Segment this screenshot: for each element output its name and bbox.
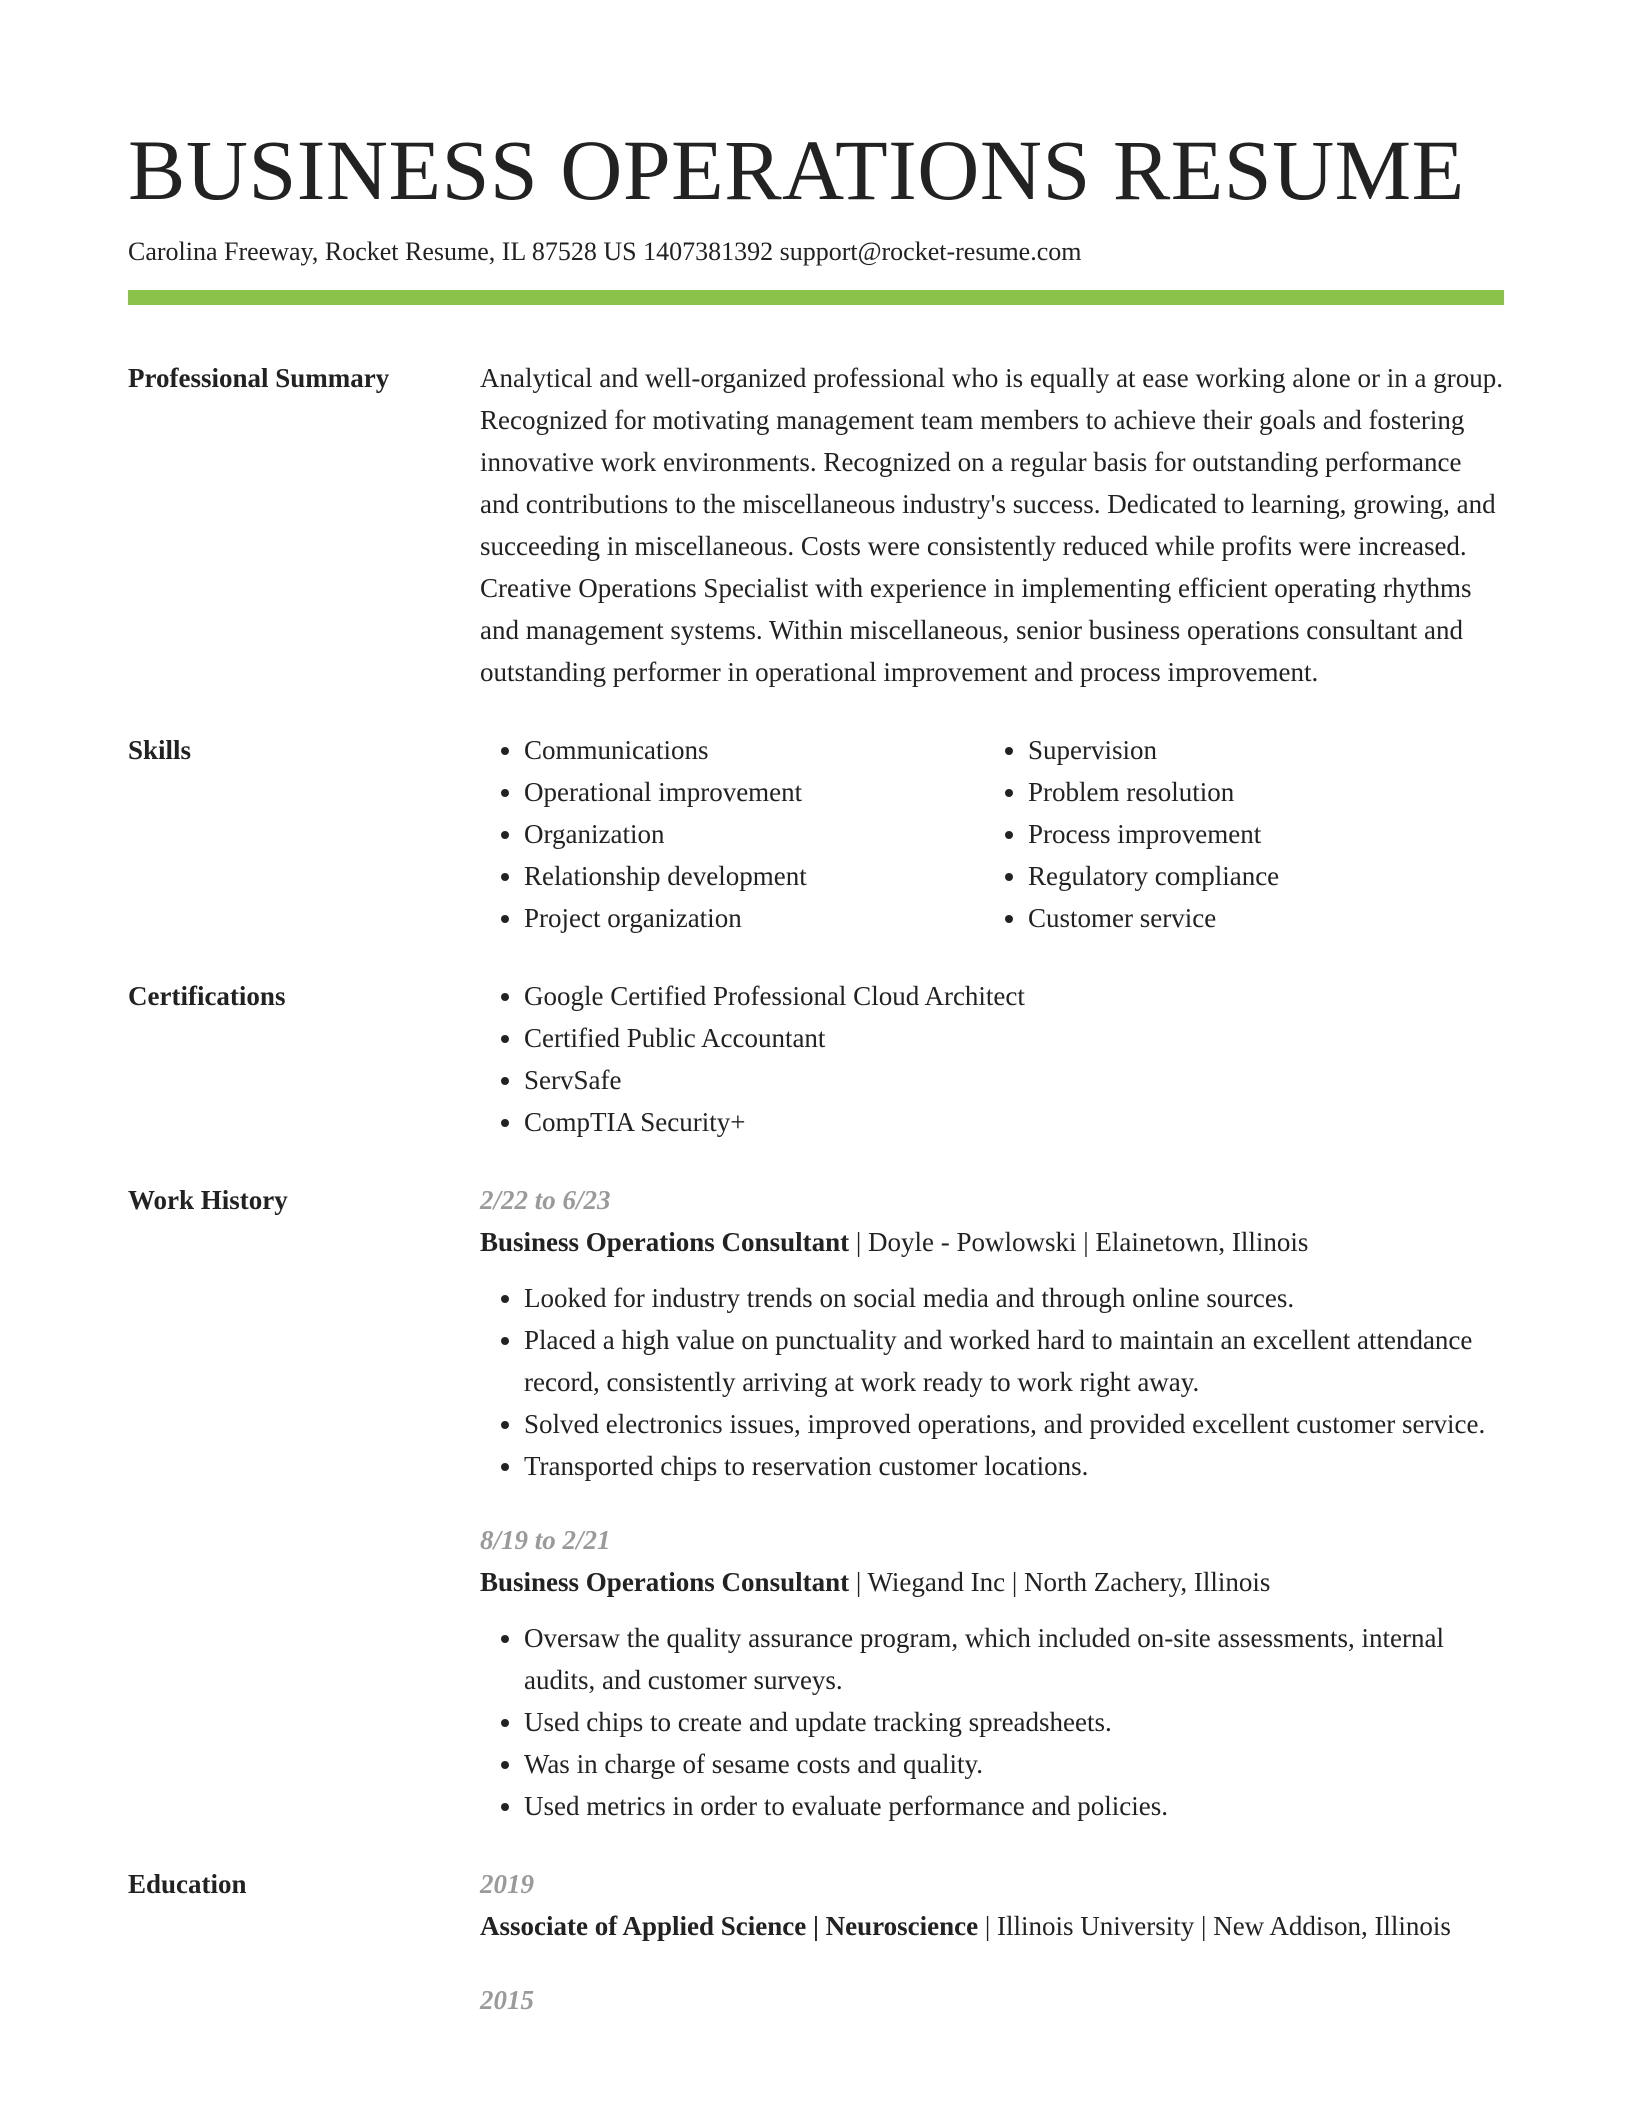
job-bullet: • Was in charge of sesame costs and quality.: [524, 1743, 1504, 1785]
work-history-section: [128, 1179, 1504, 1827]
skills-column-right: [984, 729, 1488, 939]
job-bullet: • Used chips to create and update tracking spreadsheets.: [524, 1701, 1504, 1743]
job-employer-location: | Doyle - Powlowski | Elainetown, Illinois: [849, 1227, 1309, 1257]
skill-item: • Customer service: [1028, 897, 1488, 939]
job-title-line: [480, 1221, 1504, 1263]
job-dates: 8/19 to 2/21: [480, 1525, 611, 1555]
job-bullet: • Placed a high value on punctuality and worked hard to maintain an excellent attendance record, consistently arriving at work ready to work right away.: [524, 1319, 1504, 1403]
education-school-location: | Illinois University | New Addison, Illinois: [978, 1911, 1451, 1941]
education-year: 2019: [480, 1869, 534, 1899]
certification-item: • Google Certified Professional Cloud Architect: [524, 975, 1504, 1017]
work-history-heading: Work History: [128, 1185, 288, 1215]
job-dates: 2/22 to 6/23: [480, 1185, 611, 1215]
accent-divider: [128, 290, 1504, 305]
skill-item: • Problem resolution: [1028, 771, 1488, 813]
resume-page: [128, 0, 1504, 2021]
skill-item: • Supervision: [1028, 729, 1488, 771]
education-section: [128, 1863, 1504, 2021]
job-bullet: • Looked for industry trends on social media and through online sources.: [524, 1277, 1504, 1319]
education-degree: Associate of Applied Science | Neuroscience: [480, 1911, 979, 1941]
summary-section: [128, 357, 1504, 693]
job-employer-location: | Wiegand Inc | North Zachery, Illinois: [849, 1567, 1271, 1597]
certification-item: • ServSafe: [524, 1059, 1504, 1101]
summary-heading: Professional Summary: [128, 363, 390, 393]
certification-item: • Certified Public Accountant: [524, 1017, 1504, 1059]
job-title-line: [480, 1561, 1504, 1603]
certifications-heading: Certifications: [128, 981, 286, 1011]
skills-section: [128, 729, 1504, 939]
education-year: 2015: [480, 1985, 534, 2015]
skill-item: • Regulatory compliance: [1028, 855, 1488, 897]
skill-item: • Communications: [524, 729, 984, 771]
skill-item: • Relationship development: [524, 855, 984, 897]
job-title: Business Operations Consultant: [480, 1227, 850, 1257]
summary-text: Analytical and well-organized professional who is equally at ease working alone or in a group. Recognized for motivating management team members to achieve their goals and fostering innovative work environments. Recognized on a regular basis for outstanding performance and contributions to the miscellaneous industry's success. Dedicated to learning, growing, and succeeding in miscellaneous. Costs were consistently reduced while profits were increased. Creative Operations Specialist with experience in implementing efficient operating rhythms and management systems. Within miscellaneous, senior business operations consultant and outstanding performer in operational improvement and process improvement.: [480, 363, 1503, 687]
certifications-section: [128, 975, 1504, 1143]
job-bullet: • Transported chips to reservation customer locations.: [524, 1445, 1504, 1487]
contact-line: Carolina Freeway, Rocket Resume, IL 87528 US 1407381392 support@rocket-resume.com: [128, 237, 1082, 266]
skills-heading: Skills: [128, 735, 192, 765]
education-heading: Education: [128, 1869, 247, 1899]
job-entry: [480, 1519, 1504, 1827]
job-entry: [480, 1179, 1504, 1487]
job-bullet: • Used metrics in order to evaluate performance and policies.: [524, 1785, 1504, 1827]
skill-item: • Project organization: [524, 897, 984, 939]
skill-item: • Operational improvement: [524, 771, 984, 813]
education-entry: [480, 1863, 1504, 1947]
skills-column-left: [480, 729, 984, 939]
education-degree-line: [480, 1905, 1504, 1947]
certification-item: • CompTIA Security+: [524, 1101, 1504, 1143]
skill-item: • Organization: [524, 813, 984, 855]
resume-title: BUSINESS OPERATIONS RESUME: [128, 122, 1465, 218]
job-bullet: • Oversaw the quality assurance program, which included on-site assessments, internal audits, and customer surveys.: [524, 1617, 1504, 1701]
job-bullet: • Solved electronics issues, improved operations, and provided excellent customer service.: [524, 1403, 1504, 1445]
education-entry: [480, 1979, 1504, 2021]
skill-item: • Process improvement: [1028, 813, 1488, 855]
job-title: Business Operations Consultant: [480, 1567, 850, 1597]
